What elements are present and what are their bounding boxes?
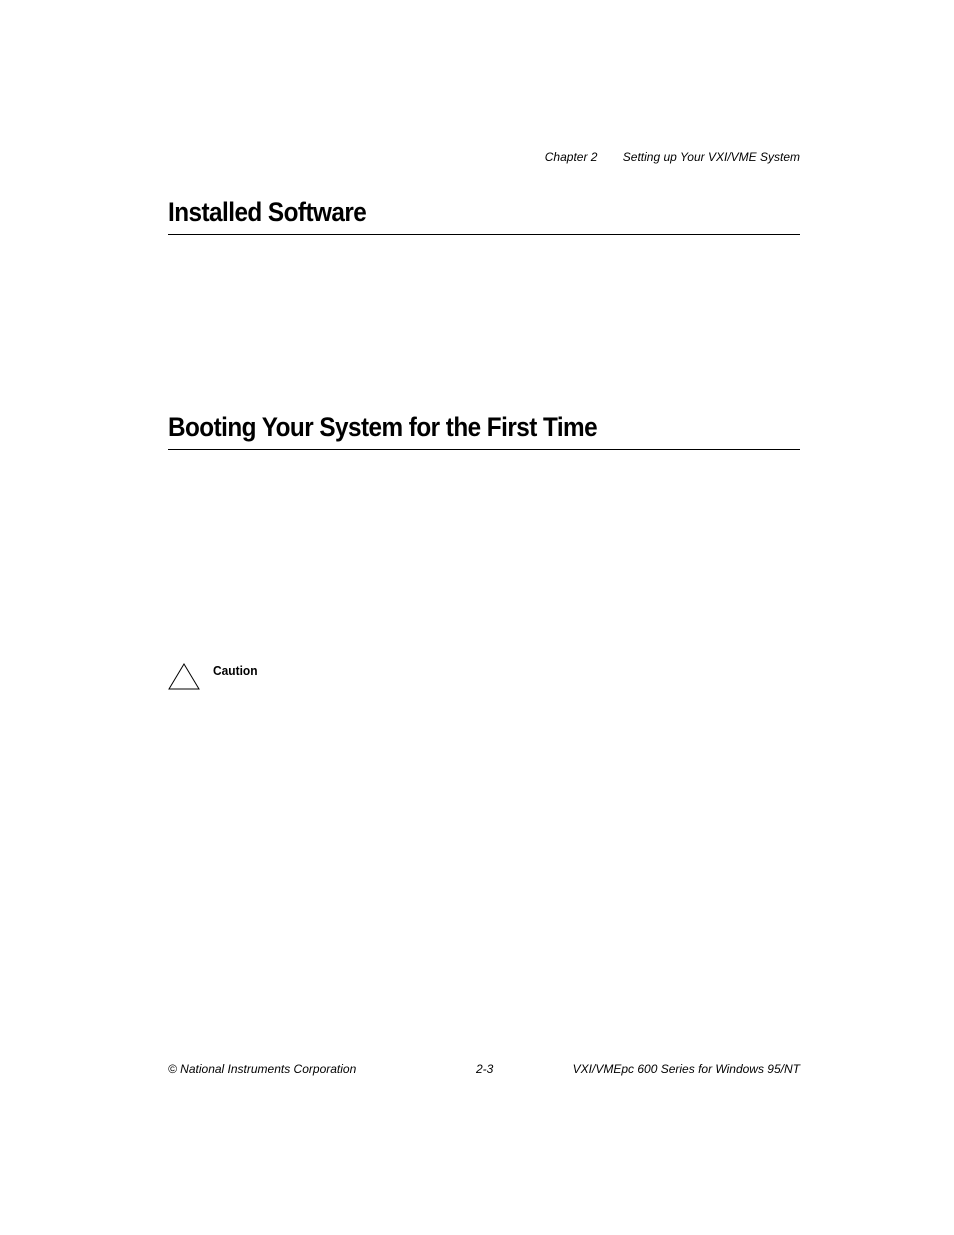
footer-product-name: VXI/VMEpc 600 Series for Windows 95/NT — [572, 1062, 800, 1076]
running-header — [545, 150, 800, 164]
section-divider — [168, 234, 800, 235]
footer-page-number: 2-3 — [476, 1062, 494, 1076]
chapter-label: Chapter 2 — [544, 150, 598, 164]
caution-triangle-icon — [168, 663, 200, 690]
chapter-title: Setting up Your VXI/VME System — [622, 150, 800, 164]
section-heading-booting-system: Booting Your System for the First Time — [168, 412, 598, 442]
caution-label: Caution — [213, 663, 258, 678]
section-heading-installed-software: Installed Software — [168, 197, 367, 227]
footer-copyright: © National Instruments Corporation — [168, 1062, 357, 1076]
section-divider — [168, 449, 800, 450]
